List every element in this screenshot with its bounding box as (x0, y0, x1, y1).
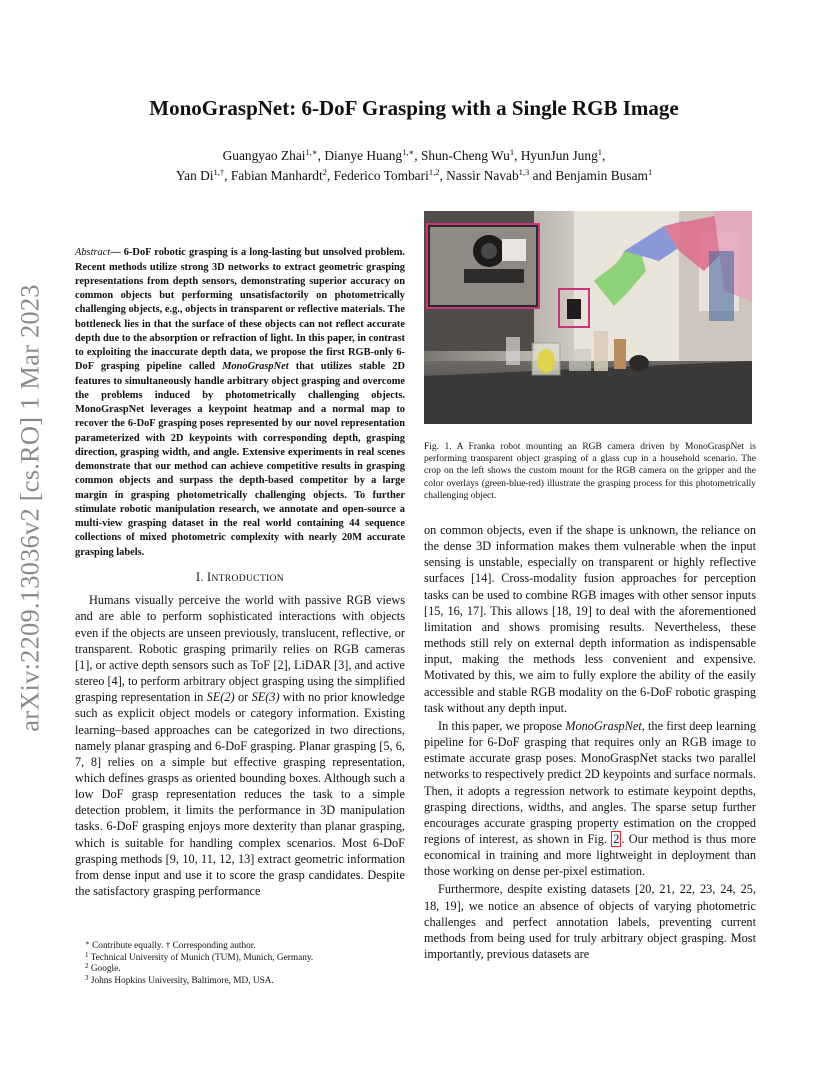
author-name: Yan Di (175, 167, 214, 183)
right-column (424, 211, 756, 962)
author-affiliation: 1,2 (428, 166, 440, 177)
abstract: Abstract— 6-DoF robotic grasping is a long-lasting but unsolved problem. Recent methods utilize strong 3D networks to extract geometric grasping representations from depth sensors, demonstrating superior accuracy on common objects but performing unsatisfactorily on photometrically challenging objects, e.g., objects in transparent or reflective materials. The bottleneck lies in that the surface of these objects can not reflect accurate depth due to the absorption or refraction of light. In this paper, in contrast to exploiting the inaccurate depth data, we propose the first RGB-only 6-DoF grasping pipeline called MonoGraspNet that utilizes stable 2D features to simultaneously handle arbitrary object grasping and overcome the problems induced by photometrically challenging objects. MonoGraspNet leverages a keypoint heatmap and a normal map to recover the 6-DoF grasping poses represented by our novel representation parameterized with 2D keypoints with corresponding depth, grasping direction, grasping width, and angle. Extensive experiments in real scenes demonstrate that our method can achieve competitive results in grasping common objects and surpass the depth-based competitor by a large margin in grasping photometrically challenging objects. To further stimulate robotic manipulation research, we annotate and open-source a multi-view grasping dataset in the real world containing 44 sequence collections of mixed photometric complexity with nearly 20M accurate grasping labels. (75, 247, 405, 558)
author-affiliation: 1 (597, 147, 603, 157)
intro-paragraph: Humans visually perceive the world with passive RGB views and are able to perform sophisticated interactions with objects even if the objects are unseen previously, translucent, reflective, or transparent. Robotic grasping primarily relies on RGB cameras [1], or active depth sensors such as ToF [2], LiDAR [3], and active stereo [4], to perform arbitrary object grasping using the simplified grasping representation in SE(2) or SE(3) with no prior knowledge such as explicit object models or category information. Existing learning–based approaches can be categorized in two directions, namely planar grasping and 6-DoF grasping. Planar grasping [5, 6, 7, 8] relies on a simple but effective grasping representation, which defines grasps as oriented bounding boxes. Although such a low DoF grasp representation reduces the task to a simple detection problem, it limits the performance in 3D manipulation tasks. 6-DoF grasping enjoys more dexterity than planar grasping, which is suitable for handling complex scenarios. Most 6-DoF grasping methods [9, 10, 11, 12, 13] extract geometric information from dense input and use it to score the grasp candidates. Despite the satisfactory grasping performance (75, 593, 405, 899)
author-list (80, 146, 748, 185)
footnote: $^1$ Technical University of Munich (TUM), Munich, Germany. (85, 950, 314, 963)
footnote: ∗ Contribute equally. † Corresponding author. (85, 939, 256, 951)
author-line-2: Yan $Di^{1,\dagger}$, Fabian Manhardt$^2$, Federico Tombari$^{1,2}$, Nassir Navab$^{1,3}$ and Benjamin Busam$^1$ (175, 166, 653, 183)
arxiv-watermark (10, 284, 50, 732)
author-affiliation: 1,† (213, 166, 225, 177)
author-name: Nassir Navab (446, 167, 519, 183)
math-se3: SE(3) (251, 690, 280, 705)
footnote: $^3$ Johns Hopkins University, Baltimore, MD, USA. (85, 973, 274, 986)
section-heading: I. INTRODUCTION (195, 570, 284, 585)
author-affiliation: 1,3 (518, 166, 530, 177)
author-name: Benjamin Busam (555, 167, 648, 183)
author-name: Guangyao Zhai (222, 148, 306, 163)
robot-grasping-photo (424, 211, 752, 424)
author-name: Shun-Cheng Wu (420, 148, 510, 163)
abstract-label: Abstract (75, 247, 111, 259)
author-affiliation: 1,∗ (305, 147, 318, 157)
footnote: $^2$ Google. (85, 962, 121, 975)
author-name: Dianye Huang (324, 148, 403, 163)
author-affiliation: 1 (647, 166, 653, 177)
contribution-paragraph: In this paper, we propose MonoGraspNet, the first deep learning pipeline for 6-DoF grasping that requires only an RGB image to estimate accurate grasp poses. MonoGraspNet stacks two parallel networks to respectively predict 2D keypoints and surface normals. Then, it adopts a regression network to estimate keypoint depths, grasping directions, widths, and angles. The sparse setup further encourages accurate grasping property estimation on the cropped regions of interest, as shown in Fig. 2 . Our method is thus more economical in training and more lightweight in deployment than those working on dense per-pixel estimation. (424, 718, 757, 879)
intro-paragraph-continued: on common objects, even if the shape is unknown, the reliance on the dense 3D information makes them vulnerable when the input sensing is unstable, especially on transparent or highly reflective surfaces [14]. Cross-modality fusion approaches for perception tasks can be used to combine RGB images with other sensor inputs [15, 16, 17]. This allows [18, 19] to deal with the aforementioned limitation and shows promising results. Nevertheless, these methods still rely on external depth information as indispensable input, making the methods less convenient and expensive. Motivated by this, we aim to fully explore the ability of the easily accessible and stable RGB modality on the 6-DoF robotic grasping task without any depth input. (424, 523, 756, 715)
author-name: Fabian Manhardt (230, 167, 323, 183)
author-affiliation: 2 (322, 166, 327, 177)
left-column (75, 236, 405, 899)
dataset-paragraph: Furthermore, despite existing datasets [20, 21, 22, 23, 24, 25, 18, 19], we notice an absence of objects of varying photometric challenges and perfect annotation labels, preventing current methods from being used for truly arbitrary object grasping. Most importantly, previous datasets are (424, 882, 756, 962)
figure-caption: Fig. 1. A Franka robot mounting an RGB camera driven by MonoGraspNet is performing transparent object grasping of a glass cup in a household scenario. The crop on the left shows the custom mount for the RGB camera on the gripper and the color overlays (green-blue-red) illustrate the grasping process for this photometrically challenging object. (424, 442, 756, 501)
figure-reference-link[interactable]: 2 (613, 831, 620, 846)
figure-photo (424, 211, 752, 424)
author-name: Federico Tombari (333, 167, 429, 183)
arxiv-id: arXiv:2209.13036v2 [cs.RO] 1 Mar 2023 (14, 284, 45, 732)
footnotes (75, 941, 405, 987)
author-affiliation: 1,∗ (402, 147, 415, 157)
method-name: MonoGraspNet (222, 361, 289, 373)
paper-title: MonoGraspNet: 6-DoF Grasping with a Single RGB Image (149, 96, 679, 120)
method-name: MonoGraspNet (565, 718, 642, 733)
math-se2: SE(2) (206, 690, 235, 705)
author-affiliation: 1 (509, 147, 515, 157)
author-name: HyunJun Jung (520, 148, 598, 163)
author-line-1: Guangyao Zhai$^{1,∗}$, Dianye Huang$^{1,∗}$, Shun-Cheng Wu$^1$, HyunJun Jung$^1$, (222, 147, 606, 163)
